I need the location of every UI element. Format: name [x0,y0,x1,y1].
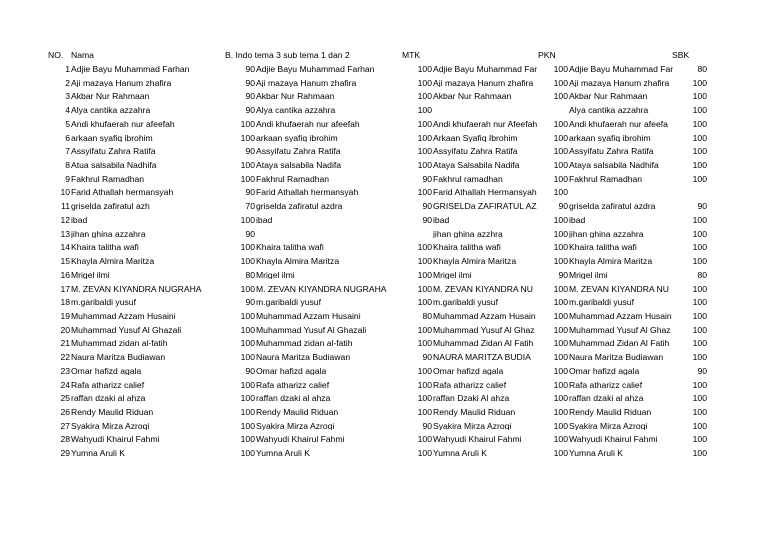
bindo-name: Andi khufaerah nur afeefah [256,119,360,129]
pkn-name: jihan ghina azzahra [569,229,644,239]
bindo-score: 100 [240,284,255,294]
pkn-score: 100 [553,298,568,307]
mtk-name: Fakhrul ramadhan [433,174,503,184]
row-number: 5 [65,119,70,129]
pkn-score: 100 [553,147,568,156]
mtk-score: 100 [417,435,432,445]
bindo-score: 90 [245,106,255,115]
sbk-score: 100 [692,147,707,156]
bindo-score: 100 [240,353,255,362]
table-row [0,408,768,422]
mtk-name: NAURA MARITZA BUDIA [433,353,531,362]
mtk-score: 100 [417,119,432,129]
pkn-score: 100 [553,188,568,198]
mtk-name: Wahyudi Khairul Fahmi [433,435,522,445]
student-name: griselda zafiratul azh [71,202,150,211]
header-sbk: SBK [672,51,690,60]
pkn-score: 100 [553,133,568,143]
header-pkn: PKN [538,51,556,60]
table-row [0,65,768,79]
mtk-score: 90 [422,353,432,362]
pkn-score: 100 [553,174,568,184]
mtk-score: 100 [417,298,432,307]
student-name: M. ZEVAN KIYANDRA NUGRAHA [71,284,202,294]
table-row [0,257,768,271]
header-bindo: B. Indo tema 3 sub tema 1 dan 2 [225,51,350,60]
table-row [0,202,768,216]
row-number: 24 [60,380,70,390]
row-number: 3 [65,92,70,102]
bindo-score: 100 [240,311,255,321]
bindo-name: Rendy Maulid Riduan [256,408,339,417]
pkn-name: Wahyudi Khairul Fahmi [569,435,658,445]
sbk-score: 100 [692,394,707,403]
row-number: 29 [60,449,70,458]
table-row [0,298,768,312]
row-number: 18 [60,298,70,307]
bindo-name: Muhammad Azzam Husaini [256,311,361,321]
sbk-score: 100 [692,284,707,294]
mtk-score: 100 [417,133,432,143]
pkn-score: 100 [553,449,568,458]
mtk-name: Muhammad Yusuf Al Ghaz [433,325,535,335]
table-row [0,285,768,299]
mtk-score: 100 [417,394,432,403]
bindo-score: 90 [245,366,255,376]
student-name: Akbar Nur Rahmaan [71,92,150,102]
row-number: 27 [60,421,70,431]
mtk-score: 100 [417,325,432,335]
bindo-score: 100 [240,257,255,266]
bindo-name: Mrigel ilmi [256,270,295,280]
pkn-score: 100 [553,243,568,252]
mtk-name: Muhammad Zidan Al Fatih [433,339,534,348]
student-name: Adjie Bayu Muhammad Farhan [71,65,190,74]
row-number: 8 [65,161,70,170]
bindo-score: 70 [245,202,255,211]
student-name: Atua salsabila Nadhifa [71,161,157,170]
pkn-name: Rafa atharizz calief [569,380,643,390]
student-name: jihan ghina azzahra [71,229,146,239]
mtk-score: 100 [417,408,432,417]
student-name: Assyifatu Zahra Ratifa [71,147,156,156]
sbk-score: 100 [692,380,707,390]
bindo-name: Aji mazaya Hanum zhafira [256,78,357,88]
row-number: 25 [60,394,70,403]
pkn-name: Alya cantika azzahra [569,106,649,115]
student-name: Naura Maritza Budiawan [71,353,166,362]
pkn-name: Andi khufaerah nur afeefa [569,119,668,129]
mtk-score: 100 [417,257,432,266]
sbk-score: 90 [697,202,707,211]
sbk-score: 100 [692,106,707,115]
mtk-name: GRISELDa ZAFIRATUL AZ [433,202,537,211]
table-row [0,243,768,257]
pkn-score: 100 [553,215,568,225]
mtk-score: 100 [417,366,432,376]
table-row [0,161,768,175]
student-name: Rafa atharizz calief [71,380,145,390]
student-name: raffan dzaki al ahza [71,394,146,403]
pkn-name: Muhammad Zidan Al Fatih [569,339,670,348]
row-number: 15 [60,257,70,266]
pkn-name: Yumna Aruli K [569,449,623,458]
pkn-name: Assyifatu Zahra Ratifa [569,147,654,156]
row-number: 9 [65,174,70,184]
bindo-score: 90 [245,229,255,239]
pkn-score: 100 [553,339,568,348]
mtk-name: Mrigel ilmi [433,270,472,280]
row-number: 20 [60,325,70,335]
pkn-name: Muhammad Azzam Husain [569,311,672,321]
header-nama: Nama [71,51,94,60]
bindo-name: Khayla Almira Maritza [256,257,340,266]
sbk-score: 100 [692,92,707,102]
row-number: 26 [60,408,70,417]
pkn-score: 100 [553,229,568,239]
pkn-name: griselda zafiratul azdra [569,202,656,211]
sbk-score: 100 [692,298,707,307]
bindo-score: 100 [240,133,255,143]
pkn-name: Omar hafizd agala [569,366,640,376]
sbk-score: 100 [692,421,707,431]
bindo-score: 90 [245,298,255,307]
sbk-score: 100 [692,311,707,321]
sbk-score: 90 [697,366,707,376]
student-name: Rendy Maulid Riduan [71,408,154,417]
mtk-score: 100 [417,380,432,390]
bindo-name: Ataya salsabila Nadifa [256,161,342,170]
sbk-score: 100 [692,325,707,335]
mtk-name: Arkaan Syafiq Ibrohim [433,133,518,143]
row-number: 6 [65,133,70,143]
row-number: 16 [60,270,70,280]
table-row [0,271,768,285]
mtk-name: ibad [433,215,450,225]
student-name: Farid Athallah hermansyah [71,188,174,198]
sbk-score: 100 [692,257,707,266]
mtk-name: Aji mazaya Hanum zhafira [433,78,534,88]
bindo-name: m.garibaldi yusuf [256,298,321,307]
table-row [0,106,768,120]
table-row [0,381,768,395]
table-row [0,449,768,463]
bindo-score: 100 [240,119,255,129]
table-row [0,188,768,202]
bindo-score: 90 [245,147,255,156]
bindo-name: Muhammad Yusuf Al Ghazali [256,325,367,335]
mtk-name: Assyifatu Zahra Ratifa [433,147,518,156]
student-name: Yumna Aruli K [71,449,125,458]
sbk-score: 100 [692,215,707,225]
mtk-score: 90 [422,174,432,184]
bindo-score: 100 [240,174,255,184]
bindo-score: 100 [240,215,255,225]
bindo-name: Khaira talitha wafi [256,243,324,252]
student-name: Muhammad Yusuf Al Ghazali [71,325,182,335]
mtk-name: Khayla Almira Maritza [433,257,517,266]
bindo-name: Yumna Aruli K [256,449,310,458]
bindo-name: M. ZEVAN KIYANDRA NUGRAHA [256,284,387,294]
mtk-score: 100 [417,78,432,88]
sbk-score: 100 [692,435,707,445]
table-row [0,339,768,353]
sbk-score: 100 [692,339,707,348]
row-number: 10 [60,188,70,198]
pkn-score: 100 [553,119,568,129]
pkn-name: Aji mazaya Hanum zhafira [569,78,670,88]
student-name: Omar hafizd agala [71,366,142,376]
pkn-name: Syakira Mirza Azroqi [569,421,648,431]
student-name: Wahyudi Khairul Fahmi [71,435,160,445]
bindo-name: Alya cantika azzahra [256,106,336,115]
bindo-score: 100 [240,339,255,348]
pkn-name: Ataya salsabila Nadhifa [569,161,659,170]
pkn-score: 100 [553,353,568,362]
pkn-score: 100 [553,284,568,294]
table-row [0,312,768,326]
pkn-score: 100 [553,380,568,390]
bindo-name: raffan dzaki al ahza [256,394,331,403]
bindo-score: 100 [240,380,255,390]
bindo-name: arkaan syafiq ibrohim [256,133,338,143]
mtk-name: Farid Athallah Hermansyah [433,188,537,198]
bindo-name: Assyifatu Zahra Ratifa [256,147,341,156]
table-row [0,230,768,244]
pkn-score: 100 [553,366,568,376]
mtk-score: 100 [417,270,432,280]
student-name: Aji mazaya Hanum zhafira [71,78,172,88]
mtk-score: 100 [417,147,432,156]
table-row [0,120,768,134]
bindo-score: 90 [245,78,255,88]
pkn-score: 100 [553,408,568,417]
sbk-score: 100 [692,449,707,458]
student-name: Khayla Almira Maritza [71,257,155,266]
bindo-name: Adjie Bayu Muhammad Farhan [256,65,375,74]
sbk-score: 100 [692,119,707,129]
row-number: 4 [65,106,70,115]
mtk-name: Ataya Salsabila Nadifa [433,161,520,170]
mtk-score: 90 [422,202,432,211]
table-row [0,175,768,189]
pkn-name: raffan dzaki al ahza [569,394,644,403]
table-row [0,394,768,408]
sbk-score: 100 [692,174,707,184]
mtk-score: 100 [417,92,432,102]
bindo-score: 80 [245,270,255,280]
pkn-score: 100 [553,394,568,403]
mtk-name: Yumna Aruli K [433,449,487,458]
mtk-name: Khaira talitha wafi [433,243,501,252]
header-row [0,51,768,65]
pkn-name: Rendy Maulid Riduan [569,408,652,417]
student-name: Alya cantika azzahra [71,106,151,115]
bindo-name: Akbar Nur Rahmaan [256,92,335,102]
sbk-score: 100 [692,243,707,252]
mtk-name: Rafa atharizz calief [433,380,507,390]
sbk-score: 100 [692,353,707,362]
table-row [0,134,768,148]
table-row [0,92,768,106]
bindo-name: Syakira Mirza Azroqi [256,421,335,431]
bindo-score: 100 [240,435,255,445]
mtk-name: raffan Dzaki Al ahza [433,394,510,403]
table-row [0,79,768,93]
bindo-name: Farid Athallah hermansyah [256,188,359,198]
table-row [0,147,768,161]
row-number: 28 [60,435,70,445]
bindo-score: 100 [240,408,255,417]
mtk-score: 100 [417,65,432,74]
mtk-name: Muhammad Azzam Husain [433,311,536,321]
table-row [0,367,768,381]
table-row [0,435,768,449]
row-number: 21 [60,339,70,348]
pkn-score: 100 [553,78,568,88]
mtk-score: 90 [422,215,432,225]
row-number: 1 [65,65,70,74]
mtk-score: 100 [417,106,432,115]
mtk-name: Andi khufaerah nur Afeefah [433,119,538,129]
row-number: 11 [61,202,70,211]
row-number: 14 [60,243,70,252]
row-number: 13 [60,229,70,239]
sbk-score: 80 [697,65,707,74]
row-number: 17 [60,284,70,294]
header-mtk: MTK [402,51,421,60]
row-number: 2 [65,78,70,88]
mtk-name: Akbar Nur Rahmaan [433,92,512,102]
student-name: Muhammad Azzam Husaini [71,311,176,321]
table-row [0,216,768,230]
student-name: Syakira Mirza Azroqi [71,421,150,431]
table-row [0,422,768,436]
pkn-score: 100 [553,65,568,74]
bindo-score: 100 [240,421,255,431]
bindo-score: 90 [245,65,255,74]
bindo-name: Naura Maritza Budiawan [256,353,351,362]
row-number: 23 [60,366,70,376]
student-name: m.garibaldi yusuf [71,298,136,307]
header-no: NO. [48,51,64,60]
student-name: Mrigel ilmi [71,270,110,280]
mtk-score: 100 [417,284,432,294]
pkn-name: Khaira talitha wafi [569,243,637,252]
sbk-score: 100 [692,408,707,417]
bindo-score: 100 [240,325,255,335]
mtk-name: Adjie Bayu Muhammad Far [433,65,538,74]
sbk-score: 100 [692,78,707,88]
bindo-score: 90 [245,188,255,198]
pkn-name: Khayla Almira Maritza [569,257,653,266]
pkn-name: M. ZEVAN KIYANDRA NU [569,284,669,294]
bindo-name: Wahyudi Khairul Fahmi [256,435,345,445]
bindo-score: 100 [240,449,255,458]
row-number: 19 [60,311,70,321]
sbk-score: 100 [692,133,707,143]
mtk-name: Rendy Maulid Riduan [433,408,516,417]
pkn-score: 90 [558,270,568,280]
pkn-name: Mrigel ilmi [569,270,608,280]
pkn-score: 100 [553,161,568,170]
mtk-score: 100 [417,243,432,252]
mtk-name: jihan ghina azzhra [433,229,503,239]
pkn-name: m.garibaldi yusuf [569,298,634,307]
pkn-name: Naura Maritza Budiawan [569,353,664,362]
mtk-name: Omar hafizd agala [433,366,504,376]
row-number: 22 [60,353,70,362]
bindo-name: Fakhrul Ramadhan [256,174,330,184]
mtk-name: M. ZEVAN KIYANDRA NU [433,284,533,294]
mtk-score: 100 [417,449,432,458]
mtk-score: 90 [422,421,432,431]
row-number: 12 [60,215,70,225]
row-number: 7 [65,147,70,156]
mtk-name: Syakira Mirza Azroqi [433,421,512,431]
bindo-name: ibad [256,215,273,225]
pkn-name: Fakhrul Ramadhan [569,174,643,184]
bindo-score: 100 [240,394,255,403]
sbk-score: 80 [697,270,707,280]
mtk-name: m.garibaldi yusuf [433,298,498,307]
table-row [0,326,768,340]
pkn-score: 100 [553,92,568,102]
student-name: Muhammad zidan al-fatih [71,339,168,348]
pkn-score: 100 [553,421,568,431]
student-name: Andi khufaerah nur afeefah [71,119,175,129]
pkn-name: ibad [569,215,586,225]
sbk-score: 100 [692,161,707,170]
table-row [0,353,768,367]
pkn-name: Muhammad Yusuf Al Ghaz [569,325,671,335]
pkn-score: 100 [553,257,568,266]
mtk-score: 100 [417,188,432,198]
student-name: arkaan syafiq ibrohim [71,133,153,143]
mtk-score: 100 [417,339,432,348]
pkn-name: Adjie Bayu Muhammad Far [569,65,674,74]
student-name: ibad [71,215,88,225]
mtk-score: 100 [417,161,432,170]
pkn-score: 90 [558,202,568,211]
pkn-name: Akbar Nur Rahmaan [569,92,648,102]
bindo-score: 100 [240,243,255,252]
pkn-score: 100 [553,311,568,321]
bindo-name: Muhammad zidan al-fatih [256,339,353,348]
pkn-score: 100 [553,325,568,335]
bindo-name: Omar hafizd agala [256,366,327,376]
student-name: Fakhrul Ramadhan [71,174,145,184]
mtk-score: 80 [422,311,432,321]
sbk-score: 100 [692,229,707,239]
bindo-name: Rafa atharizz calief [256,380,330,390]
student-name: Khaira talitha wafi [71,243,139,252]
bindo-name: griselda zafiratul azdra [256,202,343,211]
pkn-name: arkaan syafiq ibrohim [569,133,651,143]
pkn-score: 100 [553,435,568,445]
bindo-score: 100 [240,161,255,170]
bindo-score: 90 [245,92,255,102]
